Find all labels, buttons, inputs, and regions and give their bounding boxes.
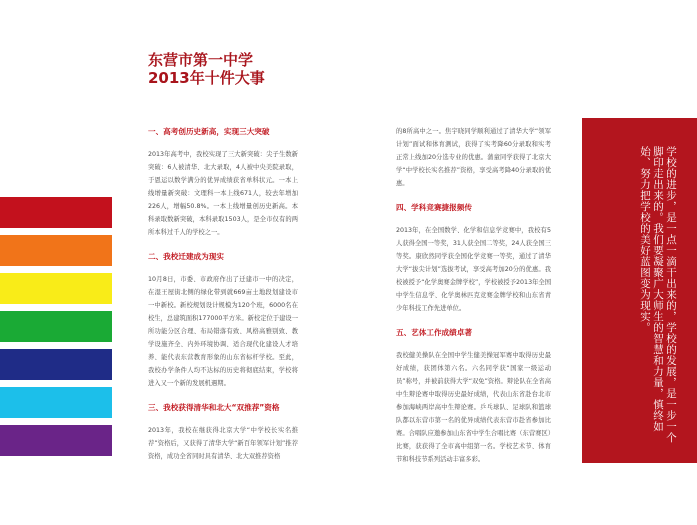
stripe-green xyxy=(0,311,112,342)
stripe-cyan xyxy=(0,387,112,418)
stripe-navy xyxy=(0,349,112,380)
title-line-1: 东营市第一中学 xyxy=(148,51,254,69)
title-line-2: 2013年十件大事 xyxy=(148,69,265,87)
quote-text: 学校的进步，是一点一滴干出来的，学校的发展，是一步一个脚印走出来的。我们要凝聚广大师生的智慧和力量，慎终如始、努力把学校的美好蓝图变为现实。 xyxy=(639,146,677,443)
section-body-1: 2013年高考中，我校实现了三大新突破：尖子生数新突破：6人被清华、北大录取，4人被中央美院录取，于恩运以数学满分的优异成绩获省单科状元。一本上线增量新突破：文理科一本上线671人，较去年增加226人，增幅50.8%。一本上线增量创历史新高。本科录取数新突破，本科录取1503人，是全市仅有的两所本科过千人的学校之一。 xyxy=(148,151,298,236)
section-body-3-continued: 的8所高中之一。焦宇晓同学顺利通过了清华大学“领军计划”面试和体育测试，获得了实考降60分录取和实考正常上线加20分选专业的优惠。蒲童同学获得了北京大学“中学校长实名推荐”资格，享受高考降40分录取的优惠。 xyxy=(396,128,551,187)
stripe-orange xyxy=(0,235,112,266)
quote-panel xyxy=(582,118,697,463)
section-heading-5: 五、艺体工作成绩卓著 xyxy=(396,328,472,337)
stripe-yellow xyxy=(0,273,112,304)
section-body-3: 2013年，我校在继获得北京大学“中学校长实名推荐”资格后，又获得了清华大学“新百年领军计划”推荐资格，成功全省同时具有清华、北大双推荐资格 xyxy=(148,427,298,460)
page-title xyxy=(148,51,265,87)
section-body-4: 2013年，在全国数学、化学和信息学竞赛中，我校有5人获得全国一等奖，31人获全国二等奖，24人获全国三等奖。康欣然同学获全国化学竞赛一等奖，通过了清华大学“拔尖计划”选拔考试，享受高考加20分的优惠。我校被授予“化学奥赛金牌学校”，学校被授予2013年全国中学生信息学、化学奥林匹克竞赛金牌学校和山东省青少年科技工作先进单位。 xyxy=(396,227,551,312)
column-left xyxy=(148,118,298,475)
stripe-red xyxy=(0,197,112,228)
color-stripes xyxy=(0,197,112,463)
stripe-purple xyxy=(0,425,112,456)
section-body-5: 我校健美操队在全国中学生健美操冠军赛中取得历史最好成绩，获团体第六名。六名同学获“国家一级运动员”称号，并被前获得大学“双免”资格。辩论队在全省高中生辩论赛中取得历史最好成绩，代表山东省赴台北市参加海峡两岸高中生辩论赛。乒乓球队、足球队和篮球队都以东营市第一名的优异成绩代表东营市赴省参加比赛。合唱队应邀参加山东省中学生合唱比赛（东营赛区）比赛，获获得了全市高中组第一名。学校艺术节、体育节和科技节系列活动丰富多彩。 xyxy=(396,352,551,463)
section-heading-4: 四、学科竞赛捷报频传 xyxy=(396,203,472,212)
section-heading-1: 一、高考创历史新高，实现三大突破 xyxy=(148,127,270,136)
section-heading-2: 二、我校迁建成为现实 xyxy=(148,252,224,261)
section-body-2: 10月8日，市委、市政府作出了迁建市一中的决定，在湿王屋街北侧的绿化带到就669亩土地段划建设市一中新校。新校规划设计规模为120个班，6000名在校生，总建筑面积177000平方米。新校定位于建设一所功能分区合理、布局错落有致、风格高雅别致、教学设施齐全、内外环境协调、适合现代化建设人才培养、能代表东营教育形象的山东省标杆学校。至此，我校办学条件人均不达标的历史将彻底结束，学校将进入又一个新的发展机遇期。 xyxy=(148,276,298,387)
column-middle xyxy=(396,125,551,478)
section-heading-3: 三、我校获得清华和北大“双推荐”资格 xyxy=(148,403,280,412)
